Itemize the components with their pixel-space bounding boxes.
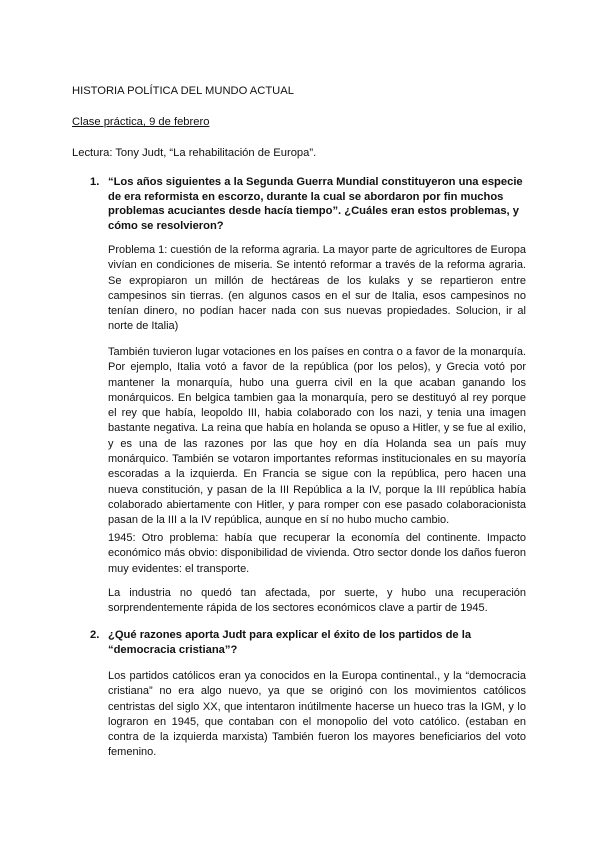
- class-date: Clase práctica, 9 de febrero: [72, 116, 210, 128]
- course-title: HISTORIA POLÍTICA DEL MUNDO ACTUAL: [72, 85, 294, 97]
- answer-1-paragraph-1: Problema 1: cuestión de la reforma agraria. La mayor parte de agricultores de Europa vivían en condiciones de miseria. Se intentó reformar a través de la reforma agraria. Se expropiaron un millón de hectáreas de los kulaks y se repartieron entre campesinos sin tierras. (en algunos casos en el sur de Italia, esos campesinos no tenían dinero, no podían hacer nada con sus nuevas propiedades. Solucion, ir al norte de Italia): [108, 244, 526, 333]
- answer-1-paragraph-2: También tuvieron lugar votaciones en los países en contra o a favor de la monarquía. Por ejemplo, Italia votó a favor de la república (por los pelos), y Grecia votó por mantener la monarquía, hubo una guerra civil en la que acaban ganando los monárquicos. En belgica tambien gaa la monarquía, pero se destituyó al rey porque el rey que había, leopoldo III, habia colaborado con los nazi, y tenia una imagen bastante negativa. La reina que había en holanda se opuso a Hitler, y se fue al exilio, y es una de las razones por las que hoy en día Holanda sea un país muy monárquico. También se votaron importantes reformas institucionales en su mayoría escoradas a la izquierda. En Francia se sigue con la república, pero hacen una nueva constitución, y pasan de la III República a la IV, porque la III república había colaborado abiertamente con Hitler, y para romper con ese pasado colaboracionista pasan de la III a la IV república, aunque en sí no hubo mucho cambio.: [108, 346, 526, 527]
- question-2-text: ¿Qué razones aporta Judt para explicar el éxito de los partidos de la “democracia cristiana”?: [108, 629, 472, 656]
- question-1-text: “Los años siguientes a la Segunda Guerra Mundial constituyeron una especie de era reformista en escorzo, durante la cual se abordaron por fin muchos problemas acuciantes desde hacía tiempo”. ¿Cuáles eran estos problemas, y cómo se resolvieron?: [108, 176, 523, 232]
- question-2-number: 2.: [90, 629, 100, 641]
- answer-1-paragraph-4: La industria no quedó tan afectada, por suerte, y hubo una recuperación sorprendentemente rápida de los sectores económicos clave a partir de 1945.: [108, 587, 526, 615]
- answer-1-paragraph-3: 1945: Otro problema: había que recuperar la economía del continente. Impacto económico más obvio: disponibilidad de vivienda. Otro sector donde los daños fueron muy evidentes: el transporte.: [108, 532, 526, 575]
- reading-reference: Lectura: Tony Judt, “La rehabilitación de Europa”.: [72, 147, 317, 159]
- question-1-number: 1.: [90, 176, 100, 188]
- answer-2-paragraph-1: Los partidos católicos eran ya conocidos en la Europa continental., y la “democracia cristiana” no era algo nuevo, ya que se originó con los movimientos católicos centristas del siglo XX, que intentaron inútilmente hacerse un hueco tras la IGM, y lo lograron en 1945, que contaban con el monopolio del voto católico. (estaban en contra de la izquierda marxista) También fueron los mayores beneficiarios del voto femenino.: [108, 670, 526, 759]
